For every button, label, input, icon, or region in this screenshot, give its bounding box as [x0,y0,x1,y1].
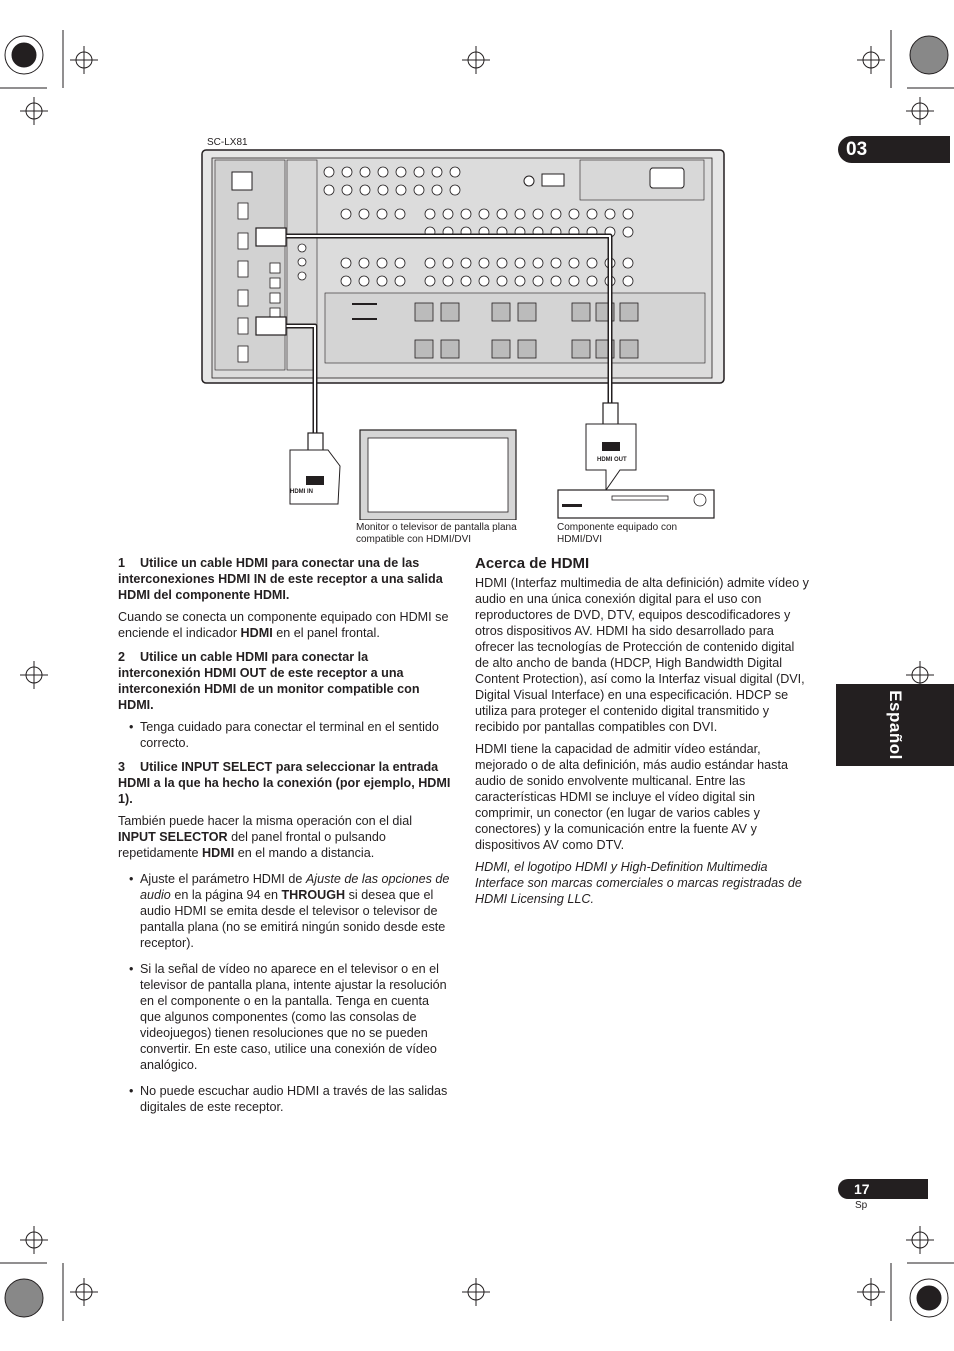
bullet1-text-end: si desea que el audio HDMI se emita desde el televisor o televisor de pantalla plana (no se emitirá ningún sonido desde este receptor). [140,888,446,950]
chapter-tab: 03 [838,136,950,163]
step3-text-end: en el mando a distancia. [234,846,375,860]
source-caption: Componente equipado con HDMI/DVI [557,522,678,545]
step1-text-end: en el panel frontal. [272,626,380,640]
hdmi-paragraph-2: HDMI tiene la capacidad de admitir vídeo estándar, mejorado o de alta definición, más audio estándar hasta audio de sonido envolvente multicanal. Entre las características HDMI se incluye el vídeo digital sin comprimir, un conector (en lugar de varios cables y conectores) y la comunicación entre la fuente AV y dispositivos AV como DTV. [475,742,788,852]
connection-diagram [200,148,730,520]
trademark-note: HDMI, el logotipo HDMI y High-Definition Multimedia Interface son marcas comerciales o marcas registradas de HDMI Licensing LLC. [475,860,802,906]
bullet-1 [118,871,452,951]
bullet-2: • Si la señal de vídeo no aparece en el televisor o en el televisor de pantalla plana, intente ajustar la resolución en el componente o en la pantalla. Tenga en cuenta que algunos componentes (como las consolas de videojuegos) tienen resoluciones que no se pueden convertir. En este caso, utilice una conexión de vídeo analógico. [118,961,452,1073]
right-column [475,555,809,913]
step1-title: Utilice un cable HDMI para conectar una de las interconexiones HDMI IN de este receptor a una salida HDMI del componente HDMI. [118,556,443,602]
step1-text: Cuando se conecta un componente equipado con HDMI se enciende el indicador [118,610,449,640]
step2-title: Utilice un cable HDMI para conectar la interconexión HDMI OUT de este receptor a una interconexión HDMI de un monitor compatible con HDMI. [118,650,420,712]
bullet-3: • No puede escuchar audio HDMI a través de las salidas digitales de este receptor. [118,1083,452,1115]
flat-panel-tv [360,430,516,520]
step2-number: 2 [118,650,126,664]
hdmi-paragraph-1: HDMI (Interfaz multimedia de alta definición) admite vídeo y audio en una única conexión digital para el uso con reproductores de DVD, DTV, equipos descodificadores y otros dispositivos AV. HDMI ha sido desarrollado para ofrecer las tecnologías de Protección de contenido digital de alto ancho de banda (HDCP, High Bandwidth Digital Content Protection), así como la Interfaz visual digital (DVI, Digital Visual Interface) en una especificación. HDCP se utiliza para proteger el contenido digital transmitido y recibido por pantallas compatibles con DVI. [475,576,809,734]
bullet1-text-mid: en la página 94 en [170,888,282,902]
step1-number: 1 [118,556,126,570]
step3-bold2: HDMI [202,846,235,860]
step3-title: Utilice INPUT SELECT para seleccionar la entrada HDMI a la que ha hecho la conexión (por ejemplo, HDMI 1). [118,760,451,806]
step3-text: También puede hacer la misma operación con el dial [118,814,413,828]
source-port-label: HDMI OUT [597,457,627,463]
left-column [118,555,452,1121]
hdmi-source-device [558,490,714,518]
model-label: SC-LX81 [207,137,248,148]
bullet1-italic: Ajuste de las opciones de audio [140,872,450,902]
language-label: Español [886,690,905,760]
page-number: 17 [838,1179,928,1199]
step3-number: 3 [118,760,126,774]
tv-caption: Monitor o televisor de pantalla plana compatible con HDMI/DVI [356,522,517,545]
step1-bold: HDMI [240,626,273,640]
bullet1-bold: THROUGH [281,888,346,902]
step3-bold1: INPUT SELECTOR [118,830,228,844]
step3-text-mid: del panel frontal o pulsando repetidamente [118,830,386,860]
section-heading: Acerca de HDMI [475,555,590,572]
tv-port-label: HDMI IN [290,489,313,495]
step2-bullet: • Tenga cuidado para conectar el terminal en el sentido correcto. [118,719,452,751]
language-code: Sp [855,1200,868,1211]
bullet1-text: Ajuste el parámetro HDMI de [140,872,306,886]
language-tab [836,684,954,766]
